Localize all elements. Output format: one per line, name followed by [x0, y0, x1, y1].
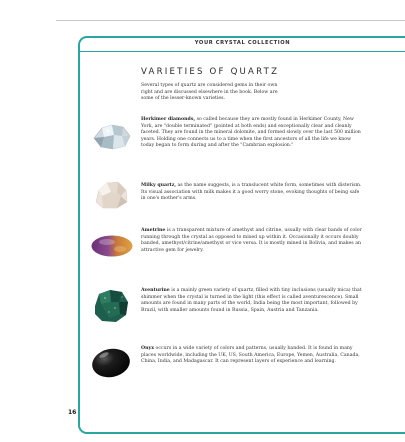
page-number: 16 — [68, 409, 77, 416]
entry-text: is a transparent mixture of amethyst and citrine, usually with clear bands of color running through the crystal as opposed to mixed up within it. Occasionally it occurs doubly banded, amethyst/citrine/amethyst or vice versa. It is mostly mined in Bolivia, and makes an attractive gem for jewelry. — [141, 228, 362, 253]
entry-aventurine — [141, 288, 365, 314]
entry-text: so called because they are mostly found in Herkimer County, New York, are "double terminated" (pointed at both ends) and exceptionally clear and cleanly faceted. They are found in the mineral dolomite, and formed slowly over the last 500 million years. Holding one connects us to a time when the first ancestors of all the life we know today began to form during and after the "Cambrian explosion." — [141, 117, 361, 148]
ametrine-photo — [90, 233, 134, 258]
entry-onyx — [141, 346, 365, 366]
top-rule — [56, 20, 405, 21]
entry-text: occurs in a wide variety of colors and patterns, usually banded. It is found in many places worldwide, including the UK, US, South America, Europe, Yemen, Australia, Canada, China, India, and Madagascar. It can represent layers of experience and learning. — [141, 346, 360, 364]
entry-term: Milky quartz, — [141, 183, 177, 188]
entry-term: Herkimer diamonds, — [141, 117, 196, 122]
intro-paragraph: Several types of quartz are considered gems in their own right and are discussed elsewhere in the book. Below are some of the lesser-known varieties. — [141, 83, 278, 101]
milky-quartz-photo — [93, 180, 129, 210]
section-label: YOUR CRYSTAL COLLECTION — [194, 40, 291, 46]
page-title: VARIETIES OF QUARTZ — [141, 67, 280, 77]
entry-ametrine — [141, 228, 365, 254]
entry-term: Onyx — [141, 346, 155, 351]
entry-text: as the name suggests, is a translucent white form, sometimes with disterism. Its visual association with milk makes it a good worry stone, evoking thoughts of being safe in one's mother's arms. — [141, 183, 362, 201]
entry-milky-quartz — [141, 183, 365, 203]
onyx-photo — [90, 346, 132, 380]
aventurine-photo — [91, 288, 131, 324]
entry-text: is a mainly green variety of quartz, filled with tiny inclusions (usually mica) that shimmer when the crystal is turned in the light (this effect is called aventurescence). Small amounts are found in many parts of the world, India being the most important, followed by Brazil, with smaller amounts found in Russia, Spain, Austria and Tanzania. — [141, 288, 362, 313]
herkimer-diamond-photo — [92, 123, 132, 151]
entry-herkimer — [141, 117, 365, 150]
entry-term: Ametrine — [141, 228, 166, 233]
entry-term: Aventurine — [141, 288, 170, 293]
header-rule — [80, 51, 405, 52]
